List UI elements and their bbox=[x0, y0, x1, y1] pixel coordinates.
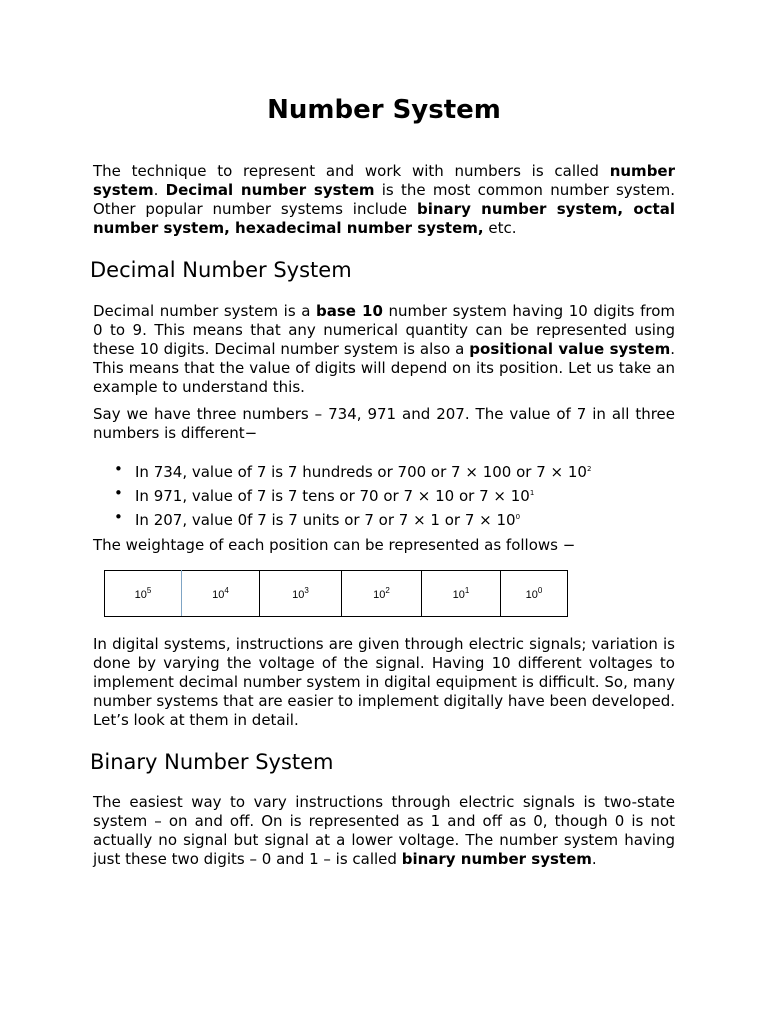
intro-paragraph bbox=[93, 162, 675, 238]
list-item bbox=[93, 508, 675, 532]
positional-weight-table bbox=[104, 570, 568, 617]
weight-base: 10 bbox=[452, 589, 465, 601]
bullet-exponent: 2 bbox=[586, 465, 592, 473]
table-row bbox=[105, 571, 568, 617]
binary-p1-text-2: . bbox=[591, 850, 597, 868]
decimal-p1-text-3: . This means that the value of digits will depend on its position. Let us take an example to understand this. bbox=[93, 340, 675, 396]
decimal-p1-bold-2: positional value system bbox=[469, 340, 671, 358]
bullet-text: In 207, value 0f 7 is 7 units or 7 or 7 × 1 or 7 × 10 bbox=[135, 511, 516, 529]
decimal-paragraph-4: In digital systems, instructions are given through electric signals; variation is done by varying the voltage of the signal. Having 10 different voltages to implement decimal number system in digital equipment is difficult. So, many number systems that are easier to implement digitally have been developed. Let’s look at them in detail. bbox=[93, 635, 675, 729]
decimal-paragraph-3: The weightage of each position can be represented as follows − bbox=[93, 536, 576, 554]
weight-cell bbox=[182, 571, 260, 617]
bullet-exponent: 0 bbox=[515, 513, 521, 521]
bullet-text: In 971, value of 7 is 7 tens or 70 or 7 × 10 or 7 × 10 bbox=[135, 487, 530, 505]
page-title: Number System bbox=[267, 95, 501, 125]
decimal-paragraph-2: Say we have three numbers – 734, 971 and 207. The value of 7 in all three numbers is different− bbox=[93, 405, 675, 442]
intro-text-2: . bbox=[153, 181, 166, 199]
bullet-dot: • bbox=[114, 508, 123, 526]
value-bullet-list bbox=[93, 460, 675, 532]
binary-p1-bold-1: binary number system bbox=[401, 850, 592, 868]
intro-bold-2: Decimal number system bbox=[165, 181, 375, 199]
weight-exponent: 3 bbox=[304, 586, 309, 595]
intro-text-3: is the most common number system. Other popular number systems include bbox=[93, 181, 675, 218]
binary-heading: Binary Number System bbox=[90, 750, 334, 774]
decimal-paragraph-1 bbox=[93, 302, 675, 397]
weight-exponent: 5 bbox=[146, 586, 152, 595]
intro-bold-3: binary number system, octal number system, hexadecimal number system, bbox=[93, 200, 675, 237]
weight-base: 10 bbox=[212, 589, 225, 601]
bullet-exponent: 1 bbox=[529, 489, 535, 497]
weight-base: 10 bbox=[373, 589, 386, 601]
decimal-p1-text-2: number system having 10 digits from 0 to 9. This means that any numerical quantity can be represented using these 10 digits. Decimal number system is also a bbox=[93, 302, 675, 358]
intro-text-1: The technique to represent and work with numbers is called bbox=[93, 162, 610, 180]
weight-cell bbox=[260, 571, 342, 617]
bullet-dot: • bbox=[114, 460, 123, 478]
intro-text-4: etc. bbox=[483, 219, 517, 237]
list-item bbox=[93, 460, 675, 484]
weight-cell bbox=[105, 571, 182, 617]
intro-bold-1: number system bbox=[93, 162, 675, 199]
weight-exponent: 4 bbox=[224, 586, 229, 595]
weight-cell bbox=[501, 571, 568, 617]
weight-exponent: 2 bbox=[385, 586, 390, 595]
weight-base: 10 bbox=[525, 589, 538, 601]
decimal-p1-text-1: Decimal number system is a bbox=[93, 302, 317, 320]
weight-cell bbox=[342, 571, 422, 617]
weight-exponent: 1 bbox=[464, 586, 470, 595]
weight-base: 10 bbox=[134, 589, 147, 601]
binary-paragraph-1 bbox=[93, 793, 675, 869]
bullet-dot: • bbox=[114, 484, 123, 502]
weight-base: 10 bbox=[292, 589, 305, 601]
decimal-heading: Decimal Number System bbox=[90, 258, 352, 282]
decimal-p1-bold-1: base 10 bbox=[316, 302, 383, 320]
weight-cell bbox=[422, 571, 501, 617]
binary-p1-text-1: The easiest way to vary instructions through electric signals is two-state system – on and off. On is represented as 1 and off as 0, though 0 is not actually no signal but signal at a lower voltage. The number system having just these two digits – 0 and 1 – is called bbox=[93, 793, 675, 868]
list-item bbox=[93, 484, 675, 508]
bullet-text: In 734, value of 7 is 7 hundreds or 700 or 7 × 100 or 7 × 10 bbox=[135, 463, 587, 481]
weight-exponent: 0 bbox=[537, 586, 543, 595]
